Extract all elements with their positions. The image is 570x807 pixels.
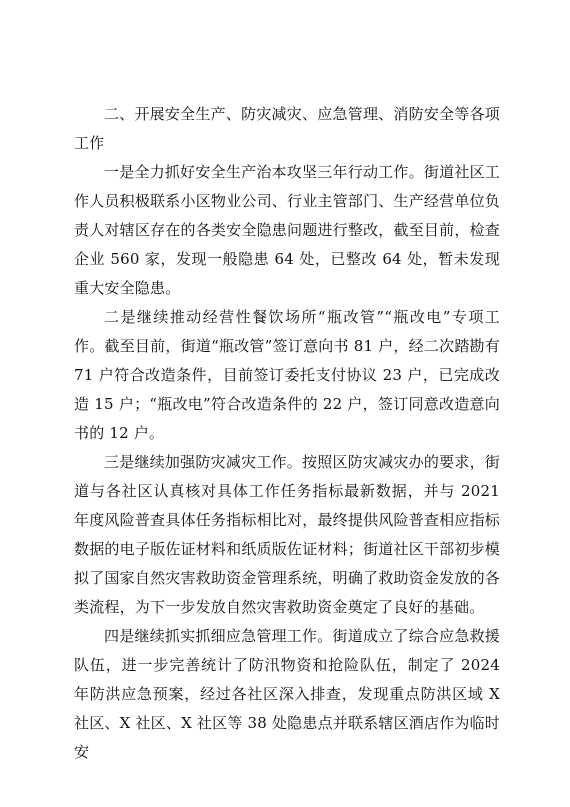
- paragraph-gas-conversion: 二是继续推动经营性餐饮场所“瓶改管”“瓶改电”专项工作。截至目前，街道“瓶改管”签订意向书 81 户，经二次踏勘有 71 户符合改造条件，目前签订委托支付协议 23 户，已完成改造 15 户；“瓶改电”符合改造条件的 22 户，签订同意改造意向书的 12 户。: [74, 308, 500, 442]
- section-heading: 二、开展安全生产、防灾减灾、应急管理、消防安全等各项工作: [74, 105, 500, 152]
- paragraph-safety-production: 一是全力抓好安全生产治本攻坚三年行动工作。街道社区工作人员积极联系小区物业公司、行业主管部门、生产经营单位负责人对辖区存在的各类安全隐患问题进行整改，截至目前，检查企业 560 家，发现一般隐患 64 处，已整改 64 处，暂未发现重大安全隐患。: [74, 163, 500, 297]
- paragraph-emergency-management: 四是继续抓实抓细应急管理工作。街道成立了综合应急救援队伍，进一步完善统计了防汛物资和抢险队伍，制定了 2024 年防洪应急预案，经过各社区深入排查，发现重点防洪区域 X 社区、X 社区、X 社区等 38 处隐患点并联系辖区酒店作为临时安: [74, 627, 500, 761]
- document-body: [74, 100, 500, 767]
- paragraph-disaster-prevention: 三是继续加强防灾减灾工作。按照区防灾减灾办的要求，街道与各社区认真核对具体工作任务指标最新数据，并与 2021 年度风险普查具体任务指标相比对，最终提供风险普查相应指标数据的电子版佐证材料和纸质版佐证材料；街道社区干部初步模拟了国家自然灾害救助资金管理系统，明确了救助资金发放的各类流程，为下一步发放自然灾害救助资金奠定了良好的基础。: [74, 453, 500, 616]
